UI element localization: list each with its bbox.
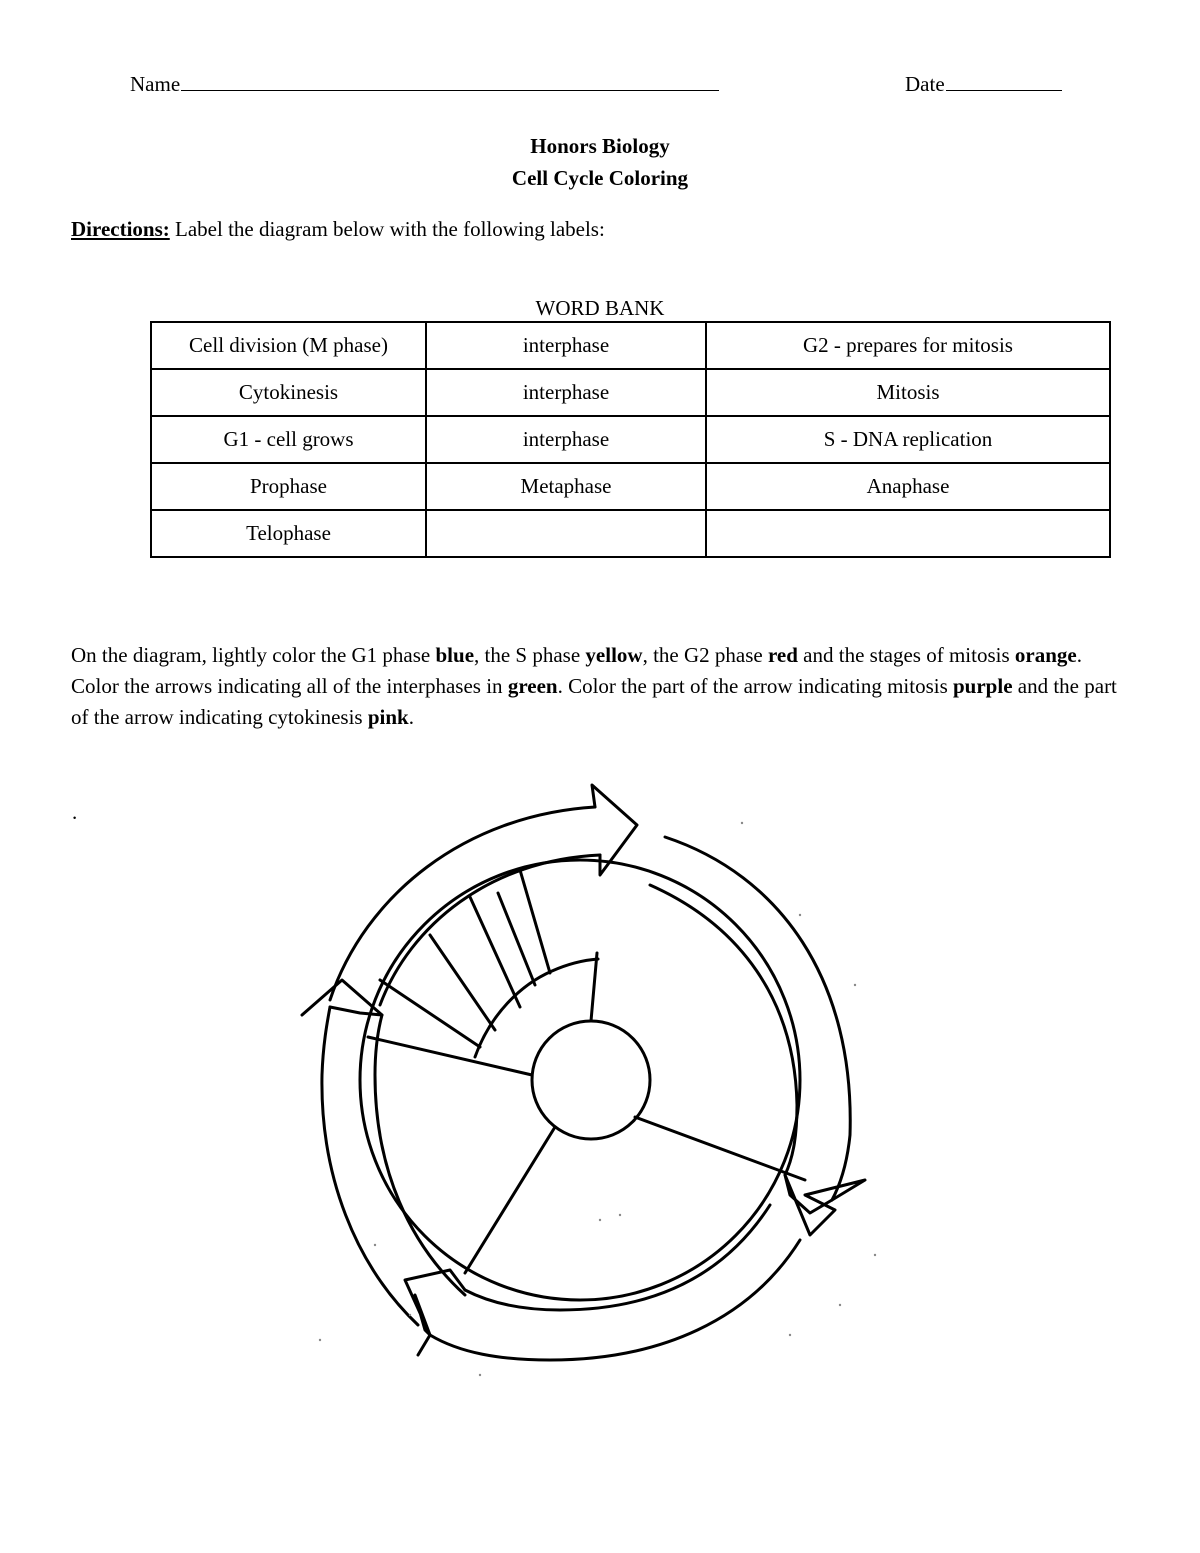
table-cell [706, 510, 1110, 557]
date-field[interactable] [905, 72, 1062, 97]
color-word-orange: orange [1014, 643, 1077, 667]
color-word-blue: blue [435, 643, 475, 667]
instruction-text: , the G2 phase [642, 643, 768, 667]
table-cell: S - DNA replication [706, 416, 1110, 463]
mitosis-inner-arc [475, 959, 598, 1057]
directions-lead: Directions: [71, 217, 170, 241]
table-cell: Anaphase [706, 463, 1110, 510]
arrow-right-lower [650, 837, 865, 1235]
name-blank-line[interactable] [181, 89, 719, 91]
color-word-pink: pink [367, 705, 409, 729]
instruction-text: . Color the arrows indicating all of the interphases in [71, 643, 1082, 698]
spoke-left [368, 1037, 532, 1075]
table-cell [426, 510, 706, 557]
color-word-green: green [507, 674, 558, 698]
table-cell: G1 - cell grows [151, 416, 426, 463]
instruction-text: , the S phase [474, 643, 586, 667]
table-row [151, 463, 1110, 510]
table-cell: Cell division (M phase) [151, 322, 426, 369]
mitosis-divider [380, 980, 480, 1047]
mitosis-divider [430, 935, 495, 1030]
name-field[interactable] [130, 72, 719, 97]
table-cell: Cytokinesis [151, 369, 426, 416]
color-word-yellow: yellow [585, 643, 643, 667]
spoke-right-lower [635, 1117, 805, 1180]
inner-cycle-circle [360, 860, 800, 1300]
table-row [151, 322, 1110, 369]
name-label: Name [130, 72, 181, 96]
table-cell: Metaphase [426, 463, 706, 510]
instruction-text: . Color the part of the arrow indicating mitosis [557, 674, 953, 698]
arrow-upper-right [330, 785, 637, 1005]
word-bank-table [150, 321, 1111, 558]
table-cell: Mitosis [706, 369, 1110, 416]
instruction-text: . [408, 705, 414, 729]
directions-text: Label the diagram below with the following labels: [169, 217, 605, 241]
center-hub [532, 1021, 650, 1139]
table-cell: Prophase [151, 463, 426, 510]
mitosis-divider [470, 897, 520, 1007]
worksheet-title: Cell Cycle Coloring [511, 166, 689, 190]
table-cell: interphase [426, 369, 706, 416]
directions [71, 217, 605, 242]
table-cell: interphase [426, 322, 706, 369]
speckles [319, 822, 876, 1376]
table-cell: G2 - prepares for mitosis [706, 322, 1110, 369]
instruction-text: and the stages of mitosis [797, 643, 1015, 667]
course-title: Honors Biology [530, 134, 670, 158]
spoke-top [591, 953, 597, 1021]
table-cell: Telophase [151, 510, 426, 557]
instruction-text: On the diagram, lightly color the G1 phase [71, 643, 436, 667]
color-word-red: red [767, 643, 798, 667]
stray-mark: . [72, 800, 78, 824]
cell-cycle-diagram [280, 775, 890, 1385]
table-row [151, 369, 1110, 416]
word-bank-title: WORD BANK [535, 296, 665, 320]
date-blank-line[interactable] [946, 89, 1062, 91]
table-row [151, 416, 1110, 463]
color-word-purple: purple [953, 674, 1013, 698]
table-cell: interphase [426, 416, 706, 463]
instruction-text: and the part of the arrow indicating cytokinesis [71, 674, 1117, 729]
table-row [151, 510, 1110, 557]
spoke-lower-left [465, 1127, 555, 1273]
coloring-instructions [71, 640, 1131, 733]
date-label: Date [905, 72, 945, 96]
